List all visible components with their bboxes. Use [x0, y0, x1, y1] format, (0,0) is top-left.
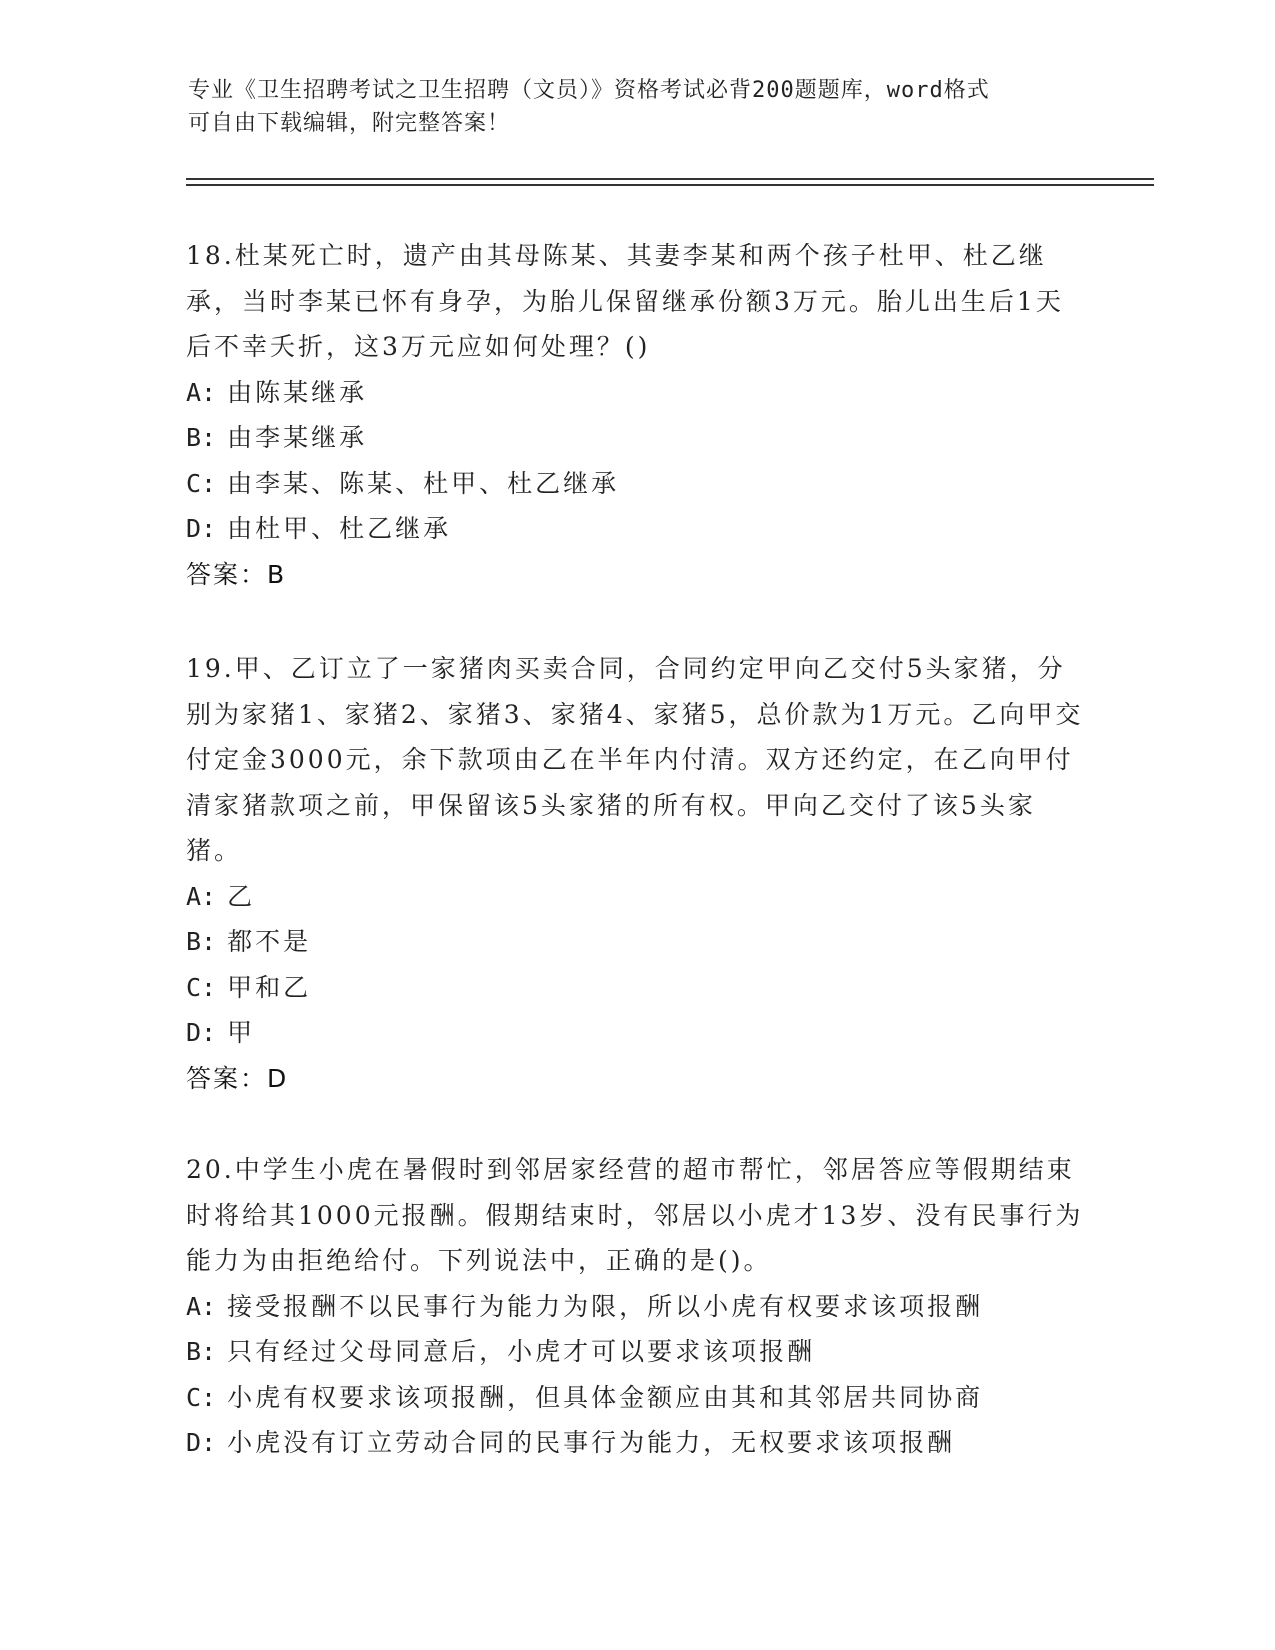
option-text: 接受报酬不以民事行为能力为限，所以小虎有权要求该项报酬 [227, 1291, 984, 1321]
option-b [186, 919, 1086, 965]
option-list [186, 874, 1086, 1056]
option-d [186, 1420, 1086, 1466]
option-c [186, 461, 1086, 507]
option-d [186, 1010, 1086, 1056]
question-19 [186, 646, 1086, 1101]
question-stem: 20.中学生小虎在暑假时到邻居家经营的超市帮忙，邻居答应等假期结束时将给其1000元报酬。假期结束时，邻居以小虎才13岁、没有民事行为能力为由拒绝给付。下列说法中，正确的是()。 [186, 1155, 1084, 1275]
option-b [186, 1329, 1086, 1375]
question-stem: 19.甲、乙订立了一家猪肉买卖合同，合同约定甲向乙交付5头家猪，分别为家猪1、家猪2、家猪3、家猪4、家猪5，总价款为1万元。乙向甲交付定金3000元，余下款项由乙在半年内付清。双方还约定，在乙向甲付清家猪款项之前，甲保留该5头家猪的所有权。甲向乙交付了该5头家猪。 [186, 654, 1084, 865]
option-letter: A: [186, 881, 217, 911]
option-letter: A: [186, 377, 217, 407]
option-text: 由李某继承 [227, 423, 368, 452]
option-text: 都不是 [227, 927, 312, 956]
option-a [186, 874, 1086, 920]
question-stem: 18.杜某死亡时，遗产由其母陈某、其妻李某和两个孩子杜甲、杜乙继承，当时李某已怀有身孕，为胎儿保留继承份额3万元。胎儿出生后1天后不幸夭折，这3万元应如何处理？() [186, 241, 1064, 361]
option-b [186, 415, 1086, 461]
option-text: 小虎没有订立劳动合同的民事行为能力，无权要求该项报酬 [227, 1428, 956, 1457]
option-list [186, 370, 1086, 552]
option-text: 乙 [227, 881, 256, 911]
option-letter: B: [186, 423, 217, 452]
option-text: 由杜甲、杜乙继承 [227, 514, 452, 543]
option-text: 由李某、陈某、杜甲、杜乙继承 [227, 468, 620, 498]
option-letter: C: [186, 972, 217, 1002]
question-18 [186, 233, 1086, 597]
option-text: 小虎有权要求该项报酬，但具体金额应由其和其邻居共同协商 [227, 1382, 984, 1412]
option-letter: A: [186, 1291, 217, 1321]
option-text: 只有经过父母同意后，小虎才可以要求该项报酬 [227, 1337, 816, 1366]
option-text: 甲 [227, 1018, 256, 1047]
option-letter: C: [186, 1382, 217, 1412]
option-letter: B: [186, 927, 217, 956]
option-a [186, 370, 1086, 416]
header-line-2: 可自由下载编辑，附完整答案！ [188, 111, 511, 136]
header-divider-top [186, 178, 1154, 180]
document-header [188, 74, 1088, 140]
option-letter: C: [186, 468, 217, 498]
option-c [186, 1375, 1086, 1421]
option-list [186, 1284, 1086, 1466]
question-20 [186, 1147, 1086, 1466]
header-divider-bottom [186, 184, 1154, 186]
option-text: 由陈某继承 [227, 377, 368, 407]
option-text: 甲和乙 [227, 972, 312, 1002]
option-letter: D: [186, 514, 217, 543]
header-line-1: 专业《卫生招聘考试之卫生招聘（文员）》资格考试必背200题题库，word格式 [188, 78, 990, 103]
option-a [186, 1284, 1086, 1330]
answer-label: 答案：D [186, 1063, 289, 1093]
answer-label: 答案：B [186, 559, 287, 589]
option-d [186, 506, 1086, 552]
option-letter: D: [186, 1018, 217, 1047]
option-letter: D: [186, 1428, 217, 1457]
option-c [186, 965, 1086, 1011]
option-letter: B: [186, 1337, 217, 1366]
